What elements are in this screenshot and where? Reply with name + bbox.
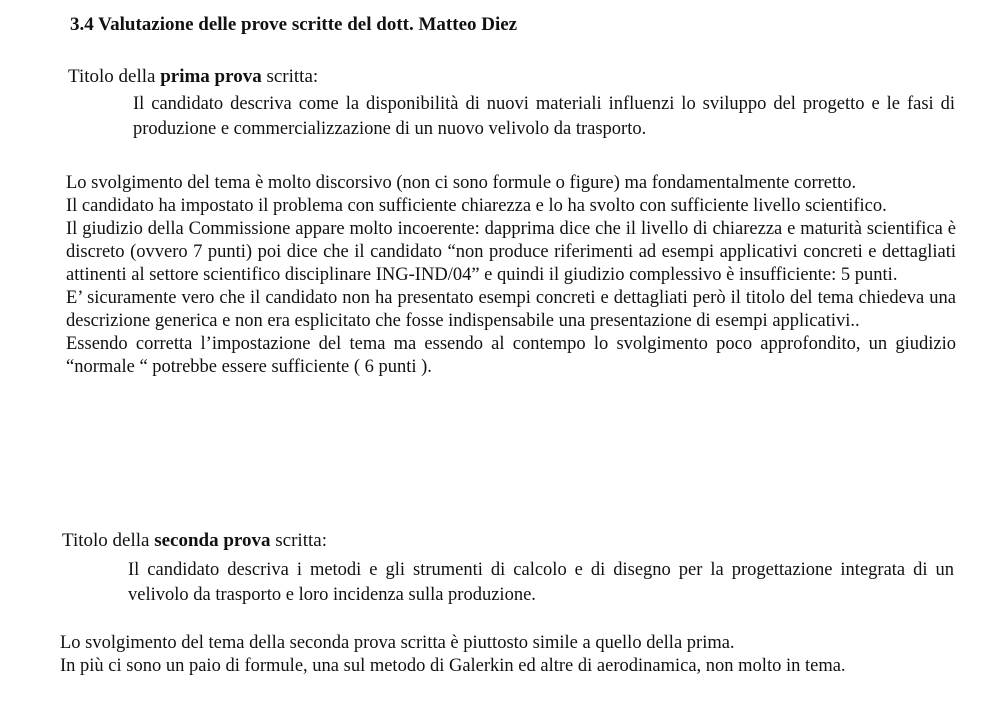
- second-exam-evaluation: [60, 632, 956, 678]
- first-exam-title-prefix: Titolo della: [68, 66, 161, 87]
- first-exam-title-suffix: scritta:: [261, 66, 319, 87]
- second-exam-title: [62, 530, 327, 552]
- first-exam-prompt: Il candidato descriva come la disponibilità di nuovi materiali influenzi lo sviluppo del progetto e le fasi di produzione e commercializzazione di un nuovo velivolo da trasporto.: [133, 94, 955, 139]
- section-heading: 3.4 Valutazione delle prove scritte del dott. Matteo Diez: [70, 14, 518, 35]
- first-exam-evaluation: [66, 172, 956, 379]
- evaluation-paragraph: Essendo corretta l’impostazione del tema ma essendo al contempo lo svolgimento poco approfondito, un giudizio “normale “ potrebbe essere sufficiente ( 6 punti ).: [66, 334, 956, 377]
- evaluation-paragraph: E’ sicuramente vero che il candidato non ha presentato esempi concreti e dettagliati però il titolo del tema chiedeva una descrizione generica e non era esplicitato che fosse indispensabile una presentazione di esempi applicativi..: [66, 288, 956, 331]
- first-exam-title: [68, 66, 318, 88]
- second-exam-prompt: Il candidato descriva i metodi e gli strumenti di calcolo e di disegno per la progettazione integrata di un velivolo da trasporto e loro incidenza sulla produzione.: [128, 560, 954, 605]
- first-exam-title-bold: prima prova: [160, 66, 262, 87]
- second-exam-title-bold: seconda prova: [154, 530, 271, 551]
- evaluation-paragraph: In più ci sono un paio di formule, una sul metodo di Galerkin ed altre di aerodinamica, non molto in tema.: [60, 656, 846, 676]
- evaluation-paragraph: Lo svolgimento del tema è molto discorsivo (non ci sono formule o figure) ma fondamentalmente corretto.: [66, 173, 857, 193]
- second-exam-title-prefix: Titolo della: [62, 530, 155, 551]
- evaluation-paragraph: Il candidato ha impostato il problema con sufficiente chiarezza e lo ha svolto con sufficiente livello scientifico.: [66, 196, 887, 216]
- evaluation-paragraph: Lo svolgimento del tema della seconda prova scritta è piuttosto simile a quello della prima.: [60, 633, 735, 653]
- evaluation-paragraph: Il giudizio della Commissione appare molto incoerente: dapprima dice che il livello di chiarezza e maturità scientifica è discreto (ovvero 7 punti) poi dice che il candidato “non produce riferimenti ad esempi applicativi concreti e dettagliati attinenti al settore scientifico disciplinare ING-IND/04” e quindi il giudizio complessivo è insufficiente: 5 punti.: [66, 219, 956, 285]
- second-exam-title-suffix: scritta:: [270, 530, 327, 551]
